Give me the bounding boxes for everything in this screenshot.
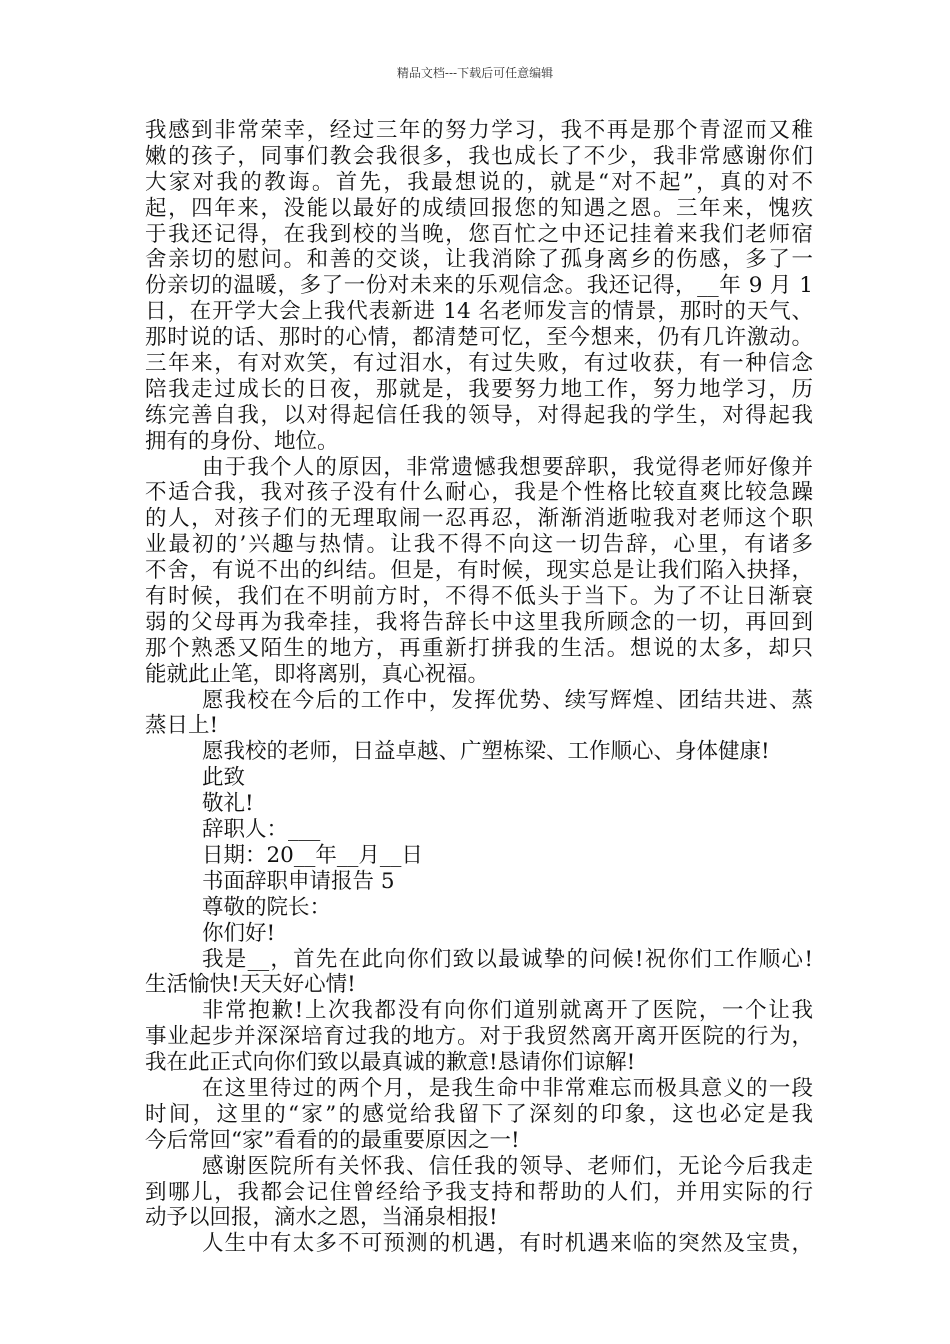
text-line: 生活愉快!天天好心情! <box>145 972 356 998</box>
text-line: 到哪儿，我都会记住曾经给予我支持和帮助的人们，并用实际的行 <box>145 1179 813 1205</box>
text-line: 业最初的’兴趣与热情。让我不得不向这一切告辞，心里，有诸多 <box>145 532 813 558</box>
text-line: 人生中有太多不可预测的机遇，有时机遇来临的突然及宝贵， <box>202 1231 813 1257</box>
text-line: 在这里待过的两个月，是我生命中非常难忘而极具意义的一段 <box>202 1075 813 1101</box>
document-body <box>145 118 813 1257</box>
text-line: 我是__，首先在此向你们致以最诚挚的问候!祝你们工作顺心! <box>202 946 813 972</box>
text-line: 我感到非常荣幸，经过三年的努力学习，我不再是那个青涩而又稚 <box>145 118 813 143</box>
text-line: 由于我个人的原因，非常遗憾我想要辞职，我觉得老师好像并 <box>202 454 813 480</box>
text-line: 感谢医院所有关怀我、信任我的领导、老师们，无论今后我走 <box>202 1153 813 1179</box>
text-line: 的人，对孩子们的无理取闹一忍再忍，渐渐消逝啦我对老师这个职 <box>145 506 813 532</box>
text-line: 份亲切的温暖，多了一份对未来的乐观信念。我还记得，__年 9 月 1 <box>145 273 813 299</box>
text-line: 时间，这里的“家”的感觉给我留下了深刻的印象，这也必定是我 <box>145 1101 813 1127</box>
text-line: 事业起步并深深培育过我的地方。对于我贸然离开离开医院的行为， <box>145 1024 813 1050</box>
text-line: 嫩的孩子，同事们教会我很多，我也成长了不少，我非常感谢你们 <box>145 143 813 169</box>
text-line: 尊敬的院长： <box>202 894 332 920</box>
text-line: 非常抱歉!上次我都没有向你们道别就离开了医院，一个让我 <box>202 998 813 1024</box>
text-line: 不适合我，我对孩子没有什么耐心，我是个性格比较直爽比较急躁 <box>145 480 813 506</box>
text-line: 起，四年来，没能以最好的成绩回报您的知遇之恩。三年来，愧疚 <box>145 195 813 221</box>
text-line: 日，在开学大会上我代表新进 14 名老师发言的情景，那时的天气、 <box>145 299 813 325</box>
text-line: 日期：20__年__月__日 <box>202 842 423 868</box>
text-line: 不舍，有说不出的纠结。但是，有时候，现实总是让我们陷入抉择， <box>145 558 813 584</box>
text-line: 那时说的话、那时的心情，都清楚可忆，至今想来，仍有几许激动。 <box>145 325 813 351</box>
text-line: 我在此正式向你们致以最真诚的歉意!恳请你们谅解! <box>145 1050 636 1076</box>
text-line: 练完善自我，以对得起信任我的领导，对得起我的学生，对得起我 <box>145 402 813 428</box>
text-line: 于我还记得，在我到校的当晚，您百忙之中还记挂着来我们老师宿 <box>145 221 813 247</box>
text-line: 拥有的身份、地位。 <box>145 428 339 454</box>
text-line: 有时候，我们在不明前方时，不得不低头于当下。为了不让日渐衰 <box>145 584 813 610</box>
text-line: 蒸日上! <box>145 713 219 739</box>
text-line: 此致 <box>202 765 246 791</box>
text-line: 你们好! <box>202 920 276 946</box>
text-line: 今后常回“家”看看的的最重要原因之一! <box>145 1127 520 1153</box>
text-line: 舍亲切的慰问。和善的交谈，让我消除了孤身离乡的伤感，多了一 <box>145 247 813 273</box>
text-line: 那个熟悉又陌生的地方，再重新打拼我的生活。想说的太多，却只 <box>145 635 813 661</box>
text-line: 辞职人：___ <box>202 817 321 843</box>
text-line: 动予以回报，滴水之恩，当涌泉相报! <box>145 1205 498 1231</box>
text-line: 大家对我的教诲。首先，我最想说的，就是“对不起”，真的对不 <box>145 169 813 195</box>
text-line: 弱的父母再为我牵挂，我将告辞长中这里我所顾念的一切，再回到 <box>145 609 813 635</box>
text-line: 三年来，有对欢笑，有过泪水，有过失败，有过收获，有一种信念 <box>145 351 813 377</box>
text-line: 愿我校的老师，日益卓越、广塑栋梁、工作顺心、身体健康! <box>202 739 770 765</box>
text-line: 能就此止笔，即将离别，真心祝福。 <box>145 661 490 687</box>
text-line: 书面辞职申请报告 5 <box>202 868 395 894</box>
page-header: 精品文档---下载后可任意编辑 <box>396 66 554 80</box>
text-line: 陪我走过成长的日夜，那就是，我要努力地工作，努力地学习，历 <box>145 376 813 402</box>
text-line: 敬礼! <box>202 791 254 817</box>
text-line: 愿我校在今后的工作中，发挥优势、续写辉煌、团结共进、蒸 <box>202 687 813 713</box>
